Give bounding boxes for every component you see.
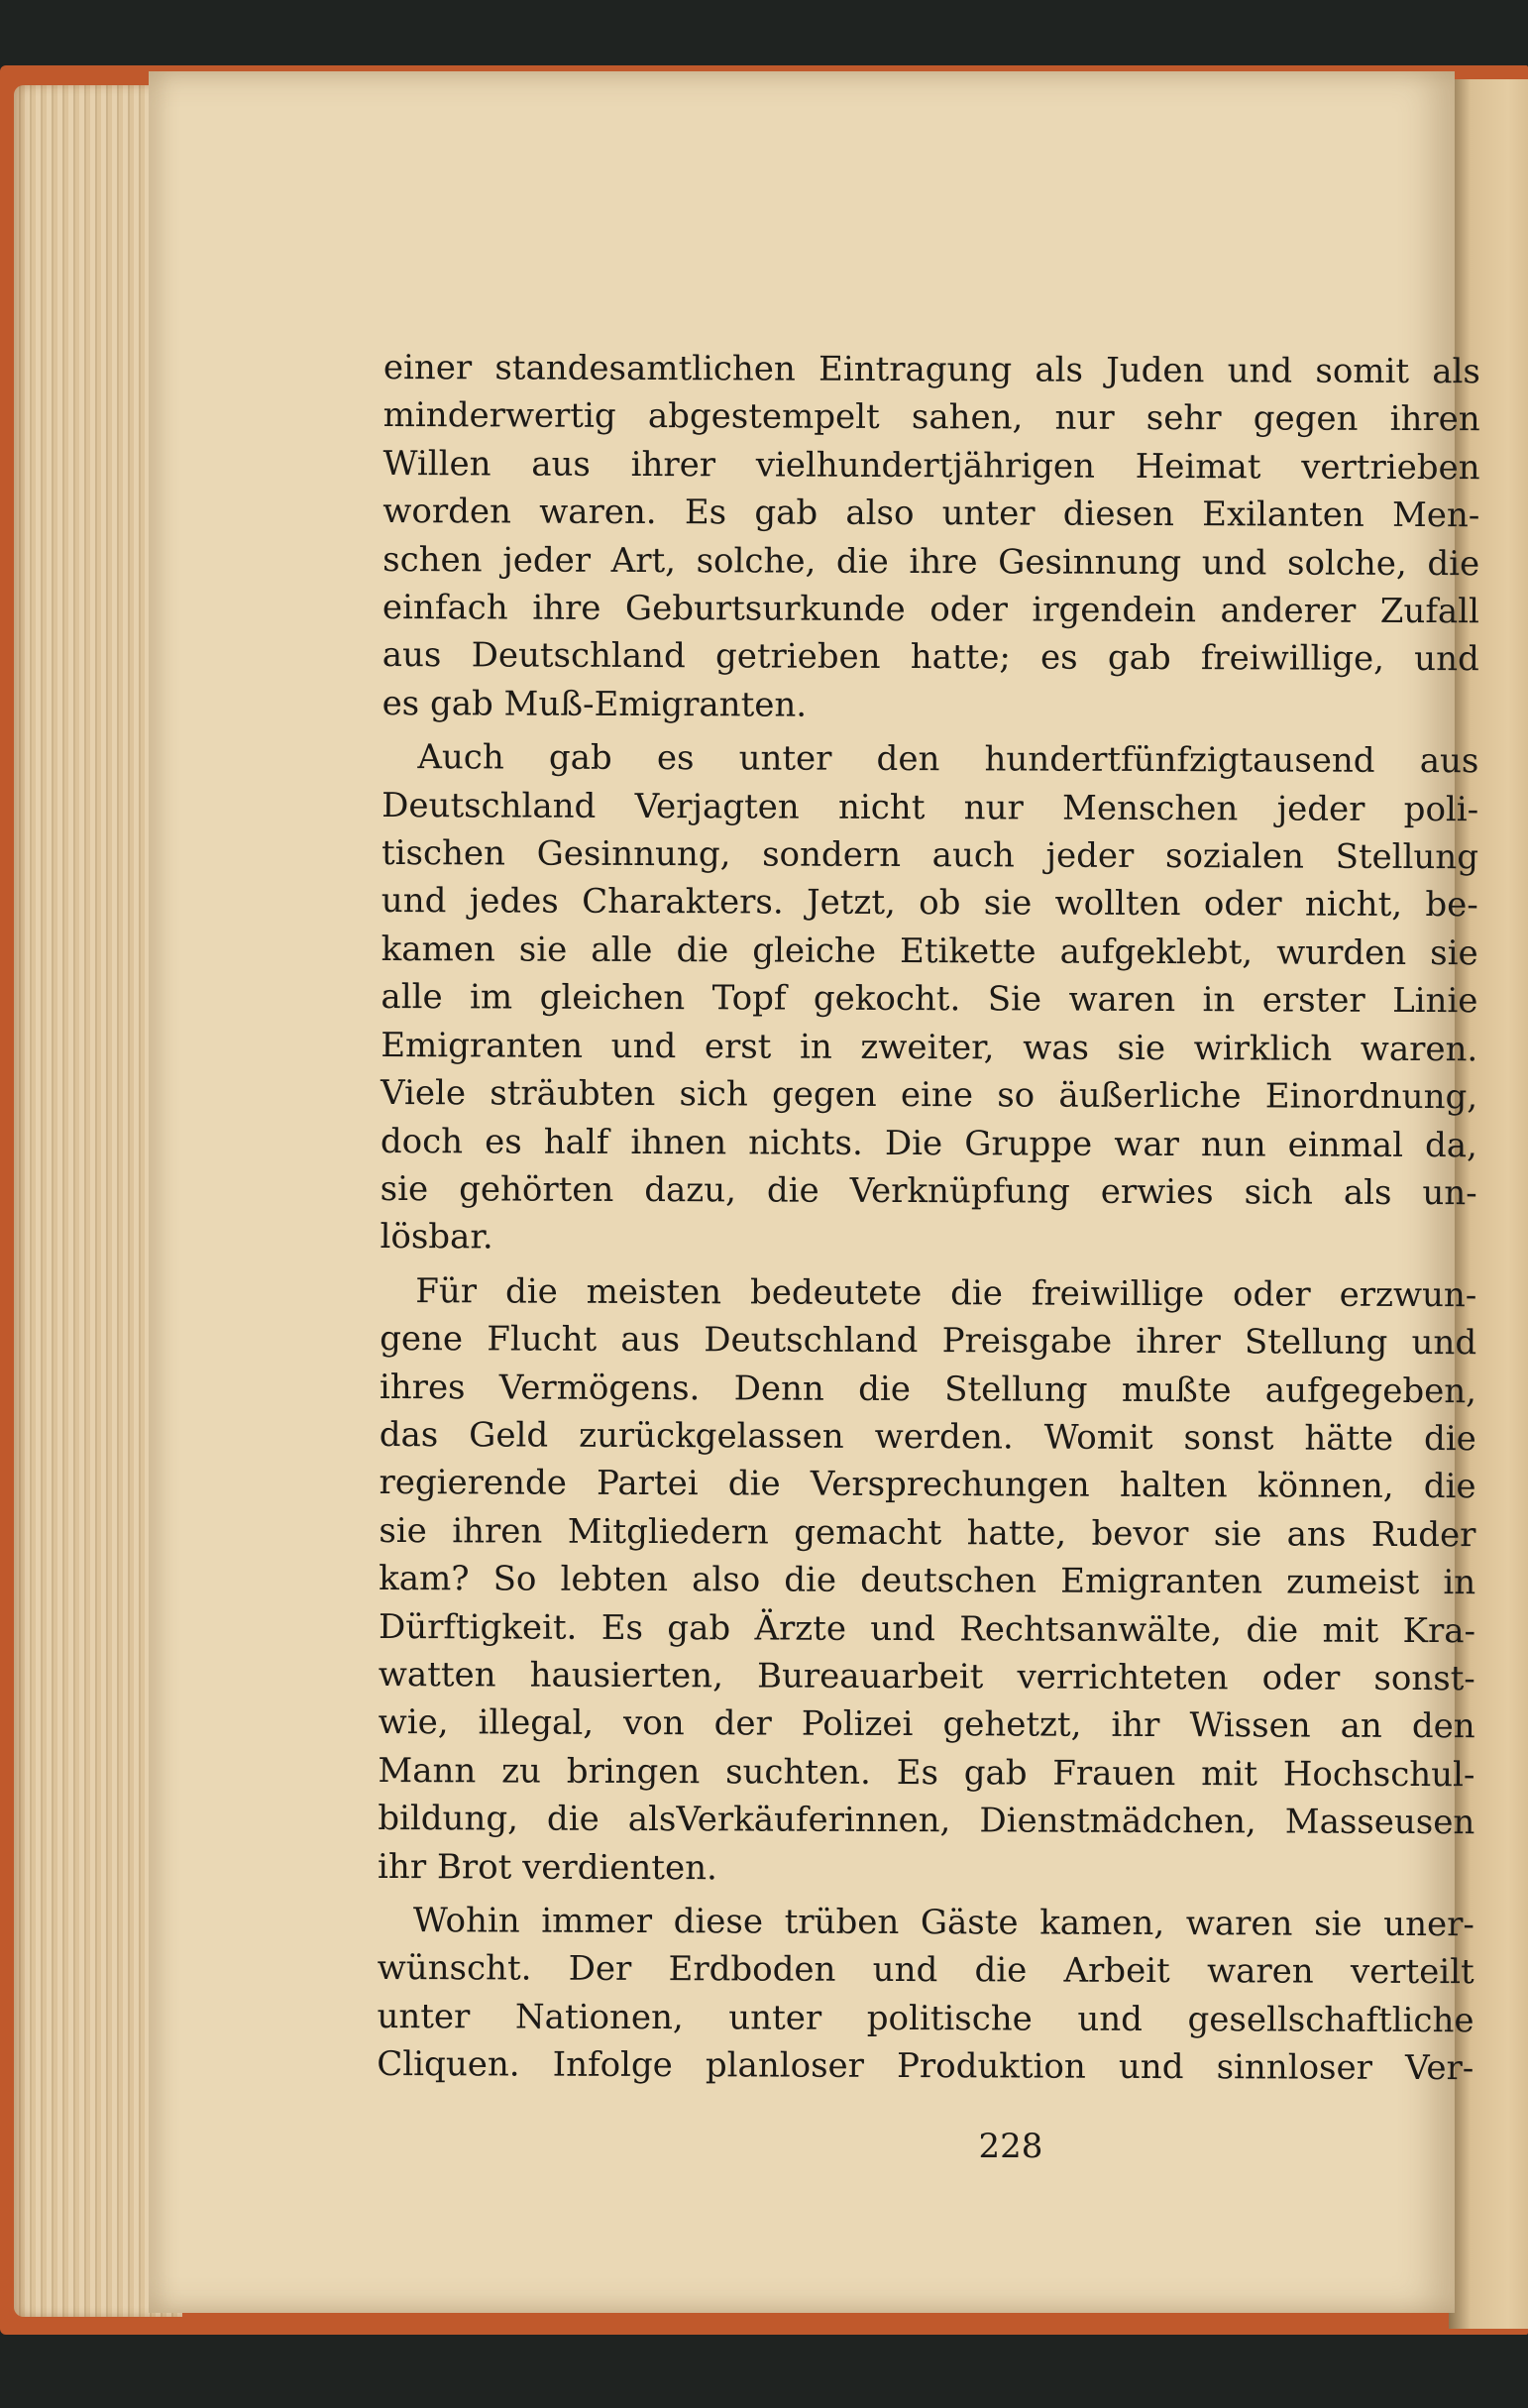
text-line: minderwertig abgestempelt sahen, nur sehr gegen ihren: [382, 395, 1480, 440]
text-line: doch es half ihnen nichts. Die Gruppe war nun einmal da,: [380, 1121, 1477, 1165]
text-line: Mann zu bringen suchten. Es gab Frauen mit Hochschul-: [378, 1750, 1475, 1796]
page-number: 228: [978, 2127, 1043, 2166]
text-line: regierende Partei die Versprechungen halten können, die: [379, 1463, 1476, 1507]
text-line: ihres Vermögens. Denn die Stellung mußte aufgegeben,: [379, 1367, 1477, 1411]
text-line: worden waren. Es gab also unter diesen Exilanten Men-: [382, 492, 1480, 536]
text-line: bildung, die alsVerkäuferinnen, Dienstmädchen, Masseusen: [378, 1799, 1475, 1843]
text-line: sie ihren Mitgliedern gemacht hatte, bevor sie ans Ruder: [379, 1510, 1476, 1555]
text-line: kam? So lebten also die deutschen Emigranten zumeist in: [379, 1559, 1476, 1603]
text-line: sie gehörten dazu, die Verknüpfung erwies sich als un-: [380, 1168, 1477, 1214]
text-line: aus Deutschland getrieben hatte; es gab freiwillige, und: [382, 635, 1479, 680]
text-line: Deutschland Verjagten nicht nur Menschen jeder poli-: [382, 785, 1479, 829]
text-line: Cliquen. Infolge planloser Produktion und sinnloser Ver-: [377, 2044, 1474, 2089]
text-line: kamen sie alle die gleiche Etikette aufgeklebt, wurden sie: [381, 929, 1478, 974]
paragraph-4: [377, 1897, 1474, 2093]
text-line: Willen aus ihrer vielhundertjährigen Heimat vertrieben: [382, 443, 1480, 489]
text-line: lösbar.: [380, 1217, 493, 1258]
text-line: Wohin immer diese trüben Gäste kamen, waren sie uner-: [412, 1901, 1474, 1945]
body-text: [377, 344, 1480, 2095]
text-line: tischen Gesinnung, sondern auch jeder sozialen Stellung: [381, 833, 1479, 878]
text-line: alle im gleichen Topf gekocht. Sie waren in erster Linie: [381, 977, 1478, 1022]
text-line: das Geld zurückgelassen werden. Womit sonst hätte die: [379, 1414, 1476, 1460]
text-line: wünscht. Der Erdboden und die Arbeit waren verteilt: [377, 1948, 1474, 1993]
text-line: watten hausierten, Bureauarbeit verrichteten oder sonst-: [378, 1654, 1475, 1699]
paragraph-1: [382, 344, 1480, 731]
text-line: einfach ihre Geburtsurkunde oder irgendein anderer Zufall: [382, 588, 1480, 632]
text-line: Viele sträubten sich gegen eine so äußerliche Einordnung,: [381, 1073, 1478, 1118]
text-line: Dürftigkeit. Es gab Ärzte und Rechtsanwälte, die mit Kra-: [378, 1606, 1476, 1651]
text-line: unter Nationen, unter politische und gesellschaftliche: [377, 1996, 1474, 2041]
text-line: Emigranten und erst in zweiter, was sie wirklich waren.: [381, 1025, 1478, 1069]
text-line: es gab Muß-Emigranten.: [382, 683, 808, 725]
paragraph-2: [380, 733, 1478, 1265]
text-line: und jedes Charakters. Jetzt, ob sie wollten oder nicht, be-: [381, 881, 1478, 926]
text-line: schen jeder Art, solche, die ihre Gesinnung und solche, die: [382, 539, 1480, 584]
paragraph-3: [378, 1267, 1476, 1896]
text-line: ihr Brot verdienten.: [378, 1846, 717, 1888]
text-line: einer standesamtlichen Eintragung als Juden und somit als: [382, 347, 1480, 392]
text-line: Für die meisten bedeutete die freiwillige oder erzwun-: [415, 1270, 1477, 1315]
text-line: gene Flucht aus Deutschland Preisgabe ihrer Stellung und: [380, 1319, 1477, 1364]
text-line: wie, illegal, von der Polizei gehetzt, ihr Wissen an den: [378, 1702, 1475, 1747]
text-line: Auch gab es unter den hundertfünfzigtausend aus: [417, 737, 1479, 782]
book-page: [149, 71, 1480, 2313]
